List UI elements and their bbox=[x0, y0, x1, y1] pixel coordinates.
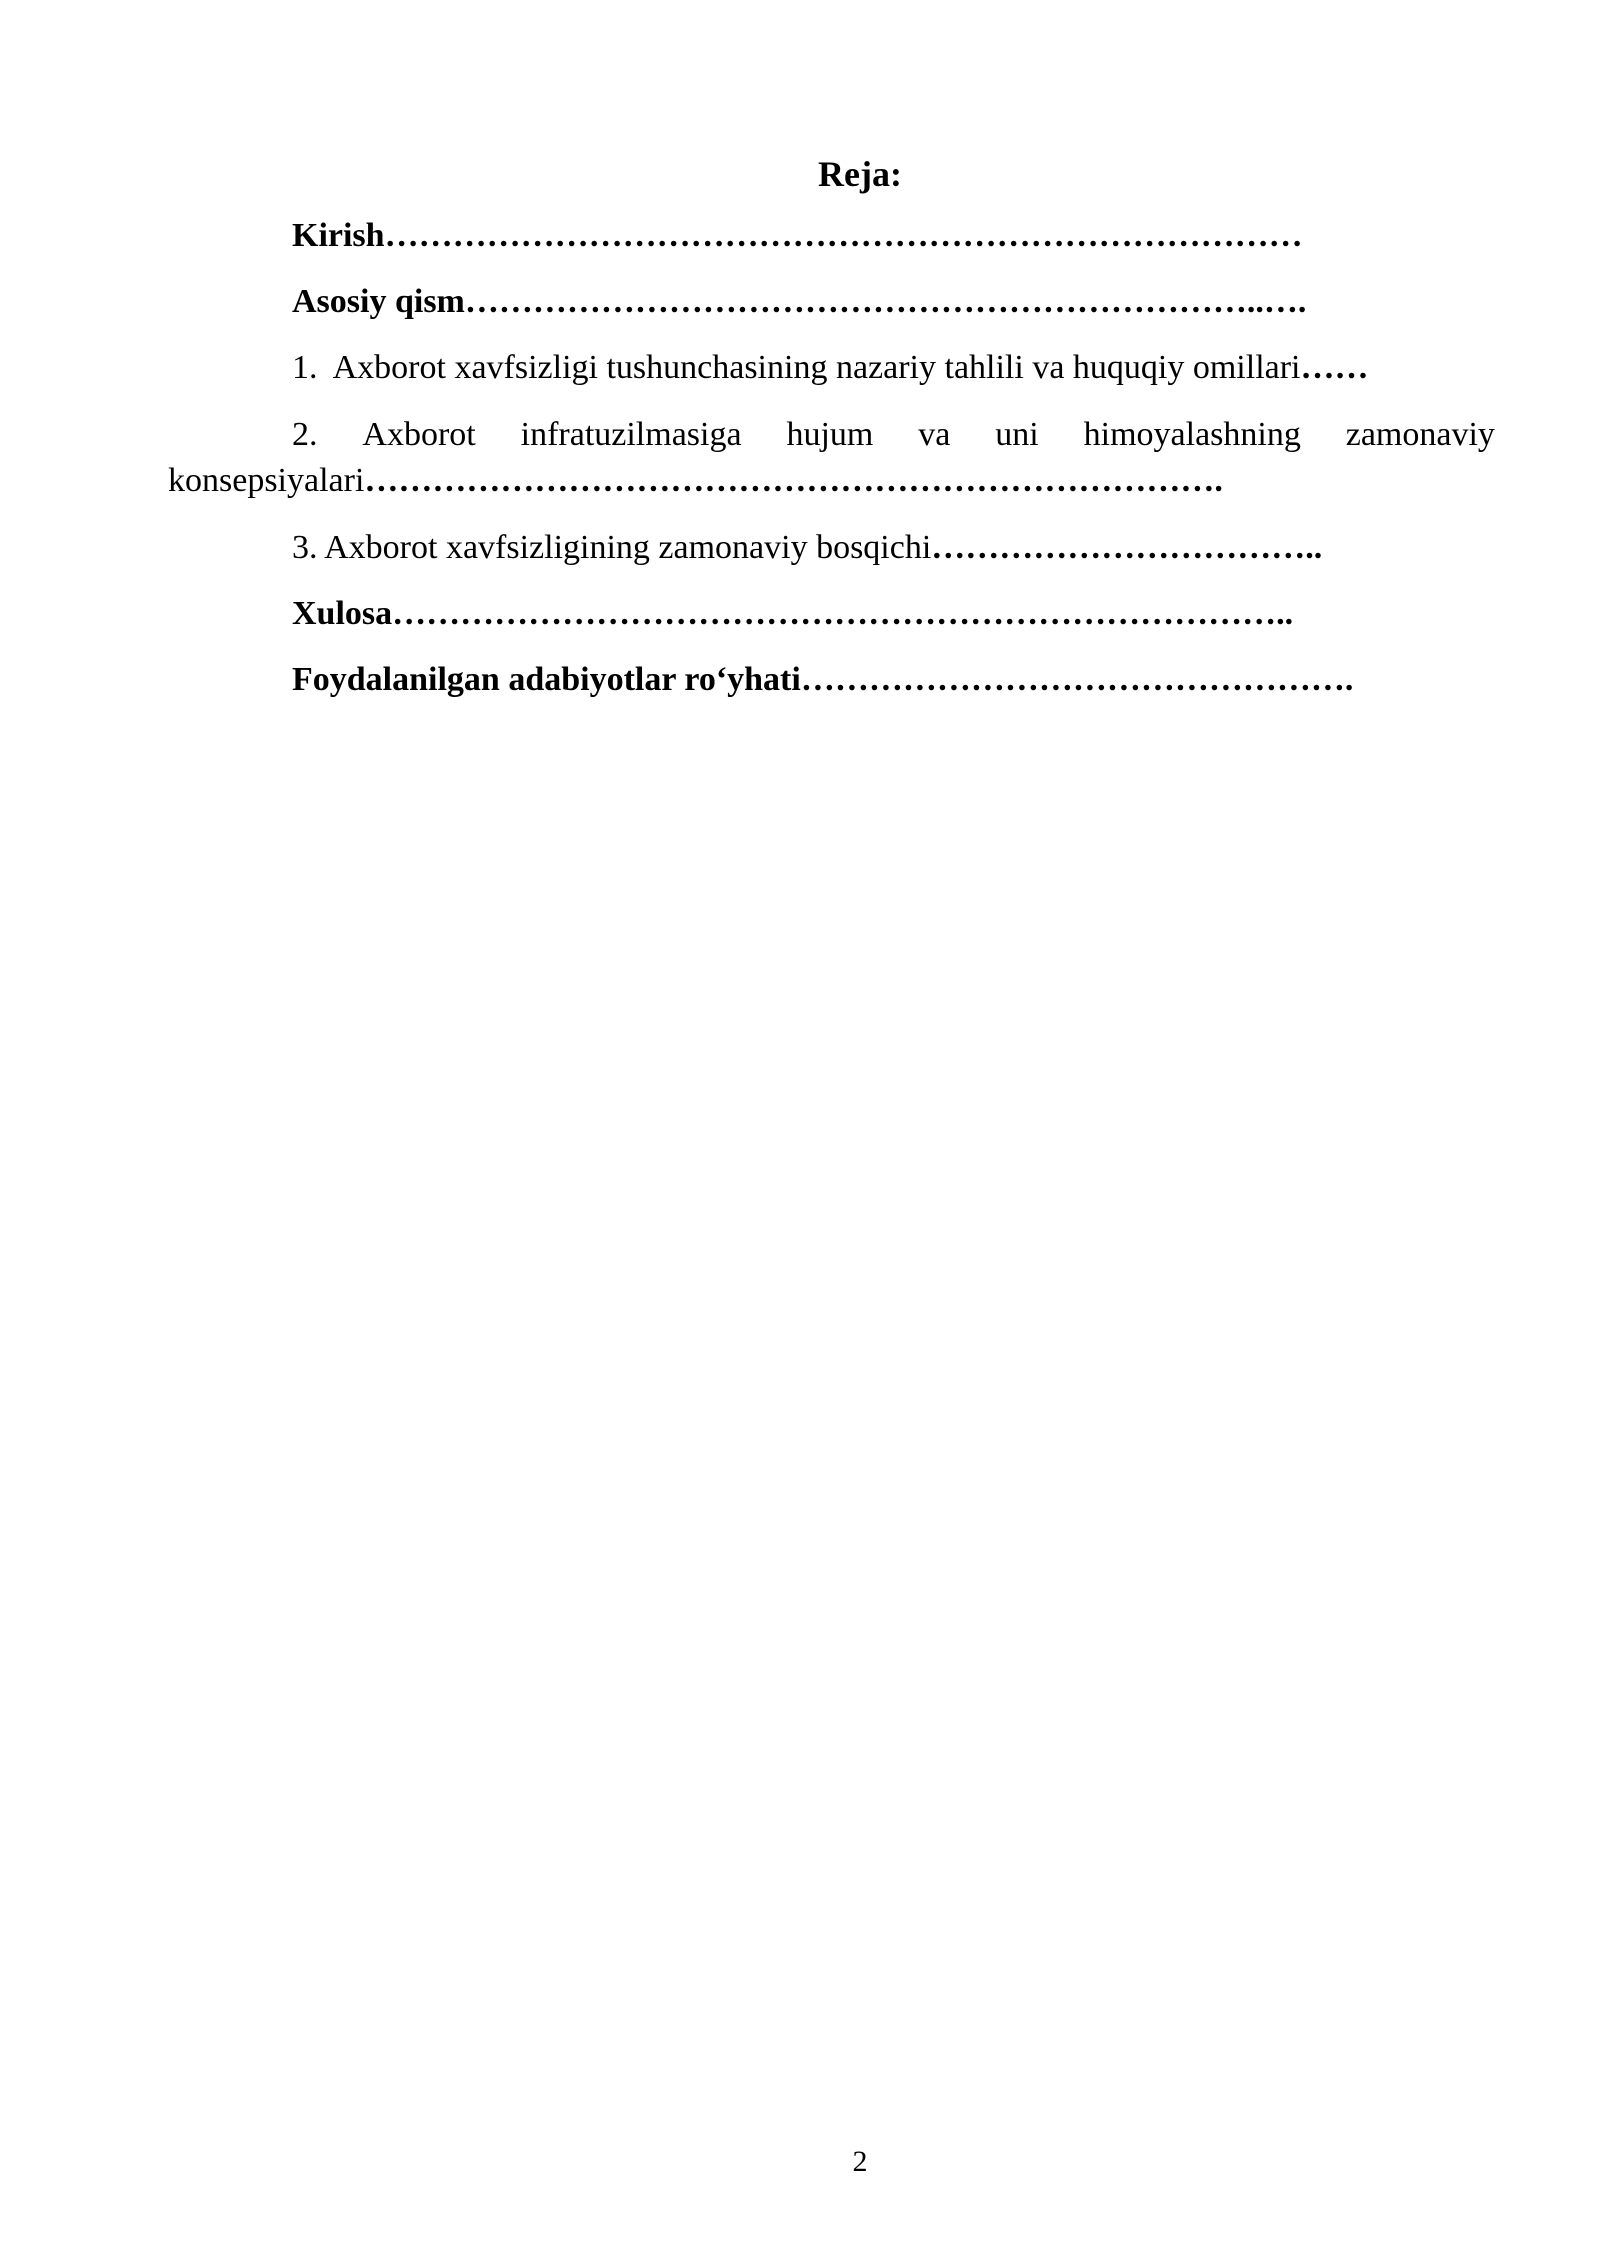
toc-entry-item-3 bbox=[230, 524, 1495, 572]
toc-entry-label: konsepsiyalari bbox=[168, 462, 365, 499]
toc-entry-word: infratuzilmasiga bbox=[520, 416, 742, 453]
toc-leader-dots: …… bbox=[1300, 349, 1369, 386]
toc-leader-dots: …………………………….. bbox=[931, 529, 1323, 566]
page-title: Reja: bbox=[818, 154, 902, 194]
toc-entry-item-2 bbox=[168, 412, 1495, 504]
page-number: 2 bbox=[852, 2145, 868, 2178]
toc-entry-word: hujum bbox=[786, 416, 874, 453]
toc-entry-label: Foydalanilgan adabiyotlar ro‘yhati bbox=[292, 661, 801, 698]
toc-entry-kirish bbox=[230, 212, 1495, 260]
toc-entry-label: 3. Axborot xavfsizligining zamonaviy bosqichi bbox=[292, 529, 932, 566]
toc-entry-word: uni bbox=[995, 416, 1039, 453]
toc-entry-label: Kirish bbox=[292, 217, 385, 254]
toc-leader-dots: ……………………………………………………………..…. bbox=[464, 283, 1307, 320]
toc-entry-adabiyotlar bbox=[230, 656, 1495, 704]
toc-entry-number: 2. bbox=[292, 416, 318, 453]
toc-entry-second-line bbox=[168, 458, 1495, 504]
toc-entry-first-line bbox=[230, 412, 1495, 458]
toc-entry-number: 1. bbox=[292, 349, 318, 386]
toc-entry-word: zamonaviy bbox=[1345, 416, 1495, 453]
toc-leader-dots: …………………………………………………………………….. bbox=[392, 595, 1294, 632]
toc-entry-label: Axborot xavfsizligi tushunchasining nazariy tahlili va huquqiy omillari bbox=[332, 349, 1301, 386]
toc-entry-item-1 bbox=[230, 344, 1495, 392]
table-of-contents bbox=[168, 212, 1495, 722]
toc-entry-label: Xulosa bbox=[292, 595, 393, 632]
toc-entry-label: Asosiy qism bbox=[292, 283, 465, 320]
toc-leader-dots: …………………………………………. bbox=[800, 661, 1354, 698]
toc-entry-asosiy-qism bbox=[230, 278, 1495, 326]
toc-leader-dots: …………………………………………………………………. bbox=[364, 462, 1223, 499]
toc-entry-word: va bbox=[918, 416, 951, 453]
toc-entry-xulosa bbox=[230, 590, 1495, 638]
toc-leader-dots: ……………………………………………………………………… bbox=[384, 217, 1303, 254]
toc-entry-word: himoyalashning bbox=[1083, 416, 1301, 453]
toc-entry-word: Axborot bbox=[362, 416, 476, 453]
